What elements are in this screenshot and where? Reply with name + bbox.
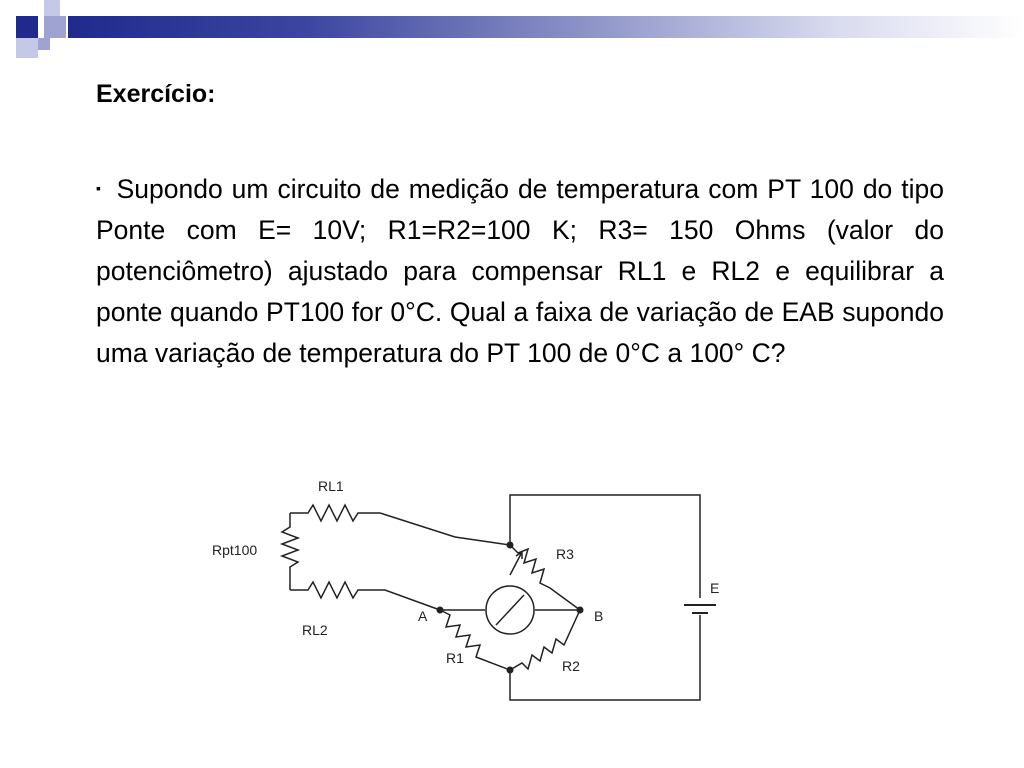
bullet-icon: ▪ bbox=[96, 180, 103, 196]
deco-square-2 bbox=[44, 0, 60, 16]
label-r2: R2 bbox=[562, 658, 580, 674]
label-node-b: B bbox=[594, 608, 604, 624]
exercise-paragraph bbox=[96, 168, 944, 374]
deco-square-4 bbox=[16, 38, 38, 58]
deco-square-3 bbox=[44, 16, 66, 38]
rpt100-resistor bbox=[282, 513, 298, 590]
label-rl2: RL2 bbox=[302, 622, 328, 638]
header-decoration bbox=[0, 0, 1024, 60]
rl1-resistor bbox=[290, 505, 510, 545]
slide-title: Exercício: bbox=[96, 80, 216, 108]
label-node-a: A bbox=[418, 608, 428, 624]
bridge-circuit-diagram bbox=[210, 455, 730, 705]
exercise-text: Supondo um circuito de medição de temperatura com PT 100 do tipo Ponte com E= 10V; R1=R2=100 K; R3= 150 Ohms (valor do potenciômetro) ajustado para compensar RL1 e RL2 e equilibrar a ponte quando PT100 for 0°C. Qual a faixa de variação de EAB supondo uma variação de temperatura do PT 100 de 0°C a 100° C? bbox=[96, 174, 944, 368]
rl2-resistor bbox=[290, 582, 440, 610]
label-r1: R1 bbox=[446, 650, 464, 666]
deco-square-5 bbox=[38, 38, 50, 50]
header-gradient-bar bbox=[68, 16, 1024, 38]
deco-square-1 bbox=[16, 16, 38, 38]
label-source: E bbox=[710, 580, 720, 596]
label-rl1: RL1 bbox=[318, 478, 344, 494]
label-r3: R3 bbox=[556, 546, 574, 562]
label-rpt100: Rpt100 bbox=[212, 542, 258, 558]
battery-icon bbox=[684, 605, 716, 613]
wire-bottom bbox=[510, 615, 700, 700]
wire-top bbox=[510, 495, 700, 598]
